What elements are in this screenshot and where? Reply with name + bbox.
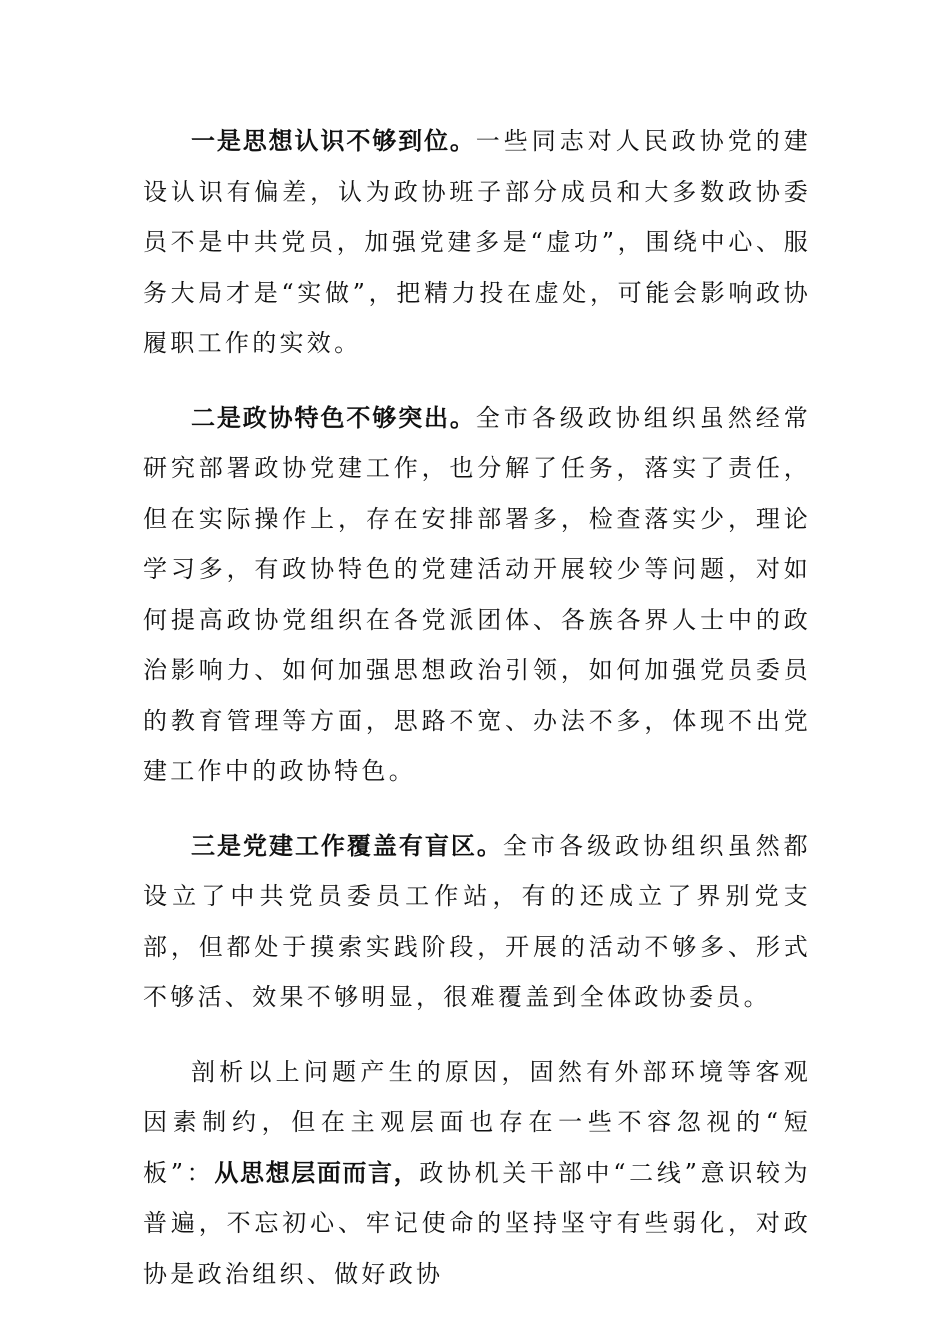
paragraph-1 — [143, 116, 811, 369]
paragraph-1-heading: 一是思想认识不够到位。 — [191, 127, 476, 155]
paragraph-4-heading: 从思想层面而言， — [214, 1158, 420, 1187]
document-page — [143, 116, 811, 1323]
paragraph-4 — [143, 1047, 811, 1300]
paragraph-3-heading: 三是党建工作覆盖有盲区。 — [191, 831, 503, 860]
paragraph-1-body: 一些同志对人民政协党的建设认识有偏差，认为政协班子部分成员和大多数政协委员不是中共党员，加强党建多是“虚功”，围绕中心、服务大局才是“实做”，把精力投在虚处，可能会影响政协履职工作的实效。 — [143, 127, 811, 357]
paragraph-4-body: 政协机关干部中“二线”意识较为普遍，不忘初心、牢记使命的坚持坚守有些弱化，对政协是政治组织、做好政协 — [143, 1158, 811, 1288]
paragraph-3-body: 全市各级政协组织虽然都设立了中共党员委员工作站，有的还成立了界别党支部，但都处于摸索实践阶段，开展的活动不够多、形式不够活、效果不够明显，很难覆盖到全体政协委员。 — [143, 831, 811, 1011]
paragraph-4-intro: 剖析以上问题产生的原因，固然有外部环境等客观因素制约，但在主观层面也存在一些不容忽视的“短板”： — [143, 1057, 811, 1187]
paragraph-2-body: 全市各级政协组织虽然经常研究部署政协党建工作，也分解了任务，落实了责任，但在实际操作上，存在安排部署多，检查落实少，理论学习多，有政协特色的党建活动开展较少等问题，对如何提高政协党组织在各党派团体、各族各界人士中的政治影响力、如何加强思想政治引领，如何加强党员委员的教育管理等方面，思路不宽、办法不多，体现不出党建工作中的政协特色。 — [143, 403, 811, 785]
paragraph-2 — [143, 393, 811, 797]
paragraph-3 — [143, 821, 811, 1023]
paragraph-2-heading: 二是政协特色不够突出。 — [191, 403, 476, 432]
